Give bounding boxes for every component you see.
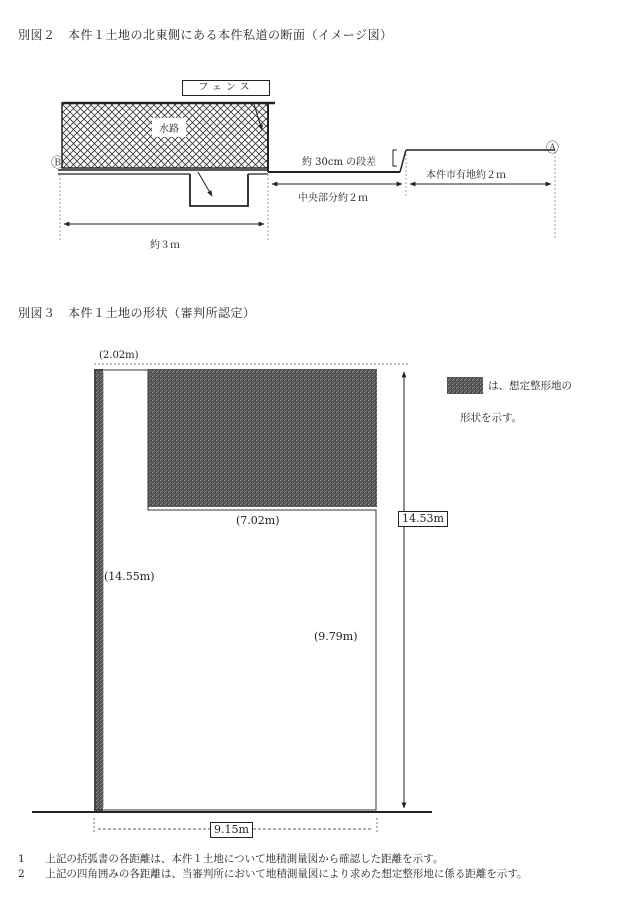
fig2-heading: 別図２ 本件１土地の北東側にある本件私道の断面（イメージ図）	[18, 28, 393, 42]
note-2-number: 2	[18, 868, 25, 880]
gutter-channel	[190, 174, 248, 206]
note-1	[18, 852, 443, 866]
dim-top-label: (2.02m)	[99, 350, 139, 361]
waterway-label: 水路	[152, 118, 186, 137]
city-land-label: 本件市有地約２ｍ	[426, 170, 506, 181]
width-3m-label: 約３ｍ	[150, 240, 180, 251]
marker-a: Ⓐ	[546, 141, 560, 156]
note-2	[18, 867, 618, 881]
legend-swatch	[447, 377, 483, 394]
fence-label: フェンス	[182, 80, 270, 96]
step-bracket	[393, 150, 397, 166]
assumed-regular-shape-fill	[148, 369, 377, 507]
gutter-arrow	[198, 172, 212, 196]
waterway-section	[62, 103, 275, 172]
legend-text: は、想定整形地の	[488, 380, 572, 392]
step-label: 約 30cm の段差	[302, 157, 377, 168]
note-1-number: 1	[18, 853, 25, 865]
note-2-text: 上記の四角囲みの各距離は、当審判所において地積測量図により求めた想定整形地に係る距離を示す。	[45, 868, 528, 880]
dim-total-height-label: 14.53m	[398, 511, 448, 527]
dim-bottom-width-label: 9.15m	[210, 822, 253, 838]
dim-left-height-label: (14.55m)	[104, 570, 155, 583]
legend-text-line2: 形状を示す。	[460, 412, 523, 424]
marker-b: Ⓑ	[51, 156, 65, 171]
fig3-heading: 別図３ 本件１土地の形状（審判所認定）	[18, 306, 256, 320]
dim-right-height-label: (9.79m)	[314, 630, 358, 643]
note-1-text: 上記の括弧書の各距離は、本件１土地について地積測量図から確認した距離を示す。	[45, 853, 444, 865]
dim-inner-width-label: (7.02m)	[236, 514, 280, 527]
center-width-label: 中央部分約２ｍ	[298, 193, 368, 204]
